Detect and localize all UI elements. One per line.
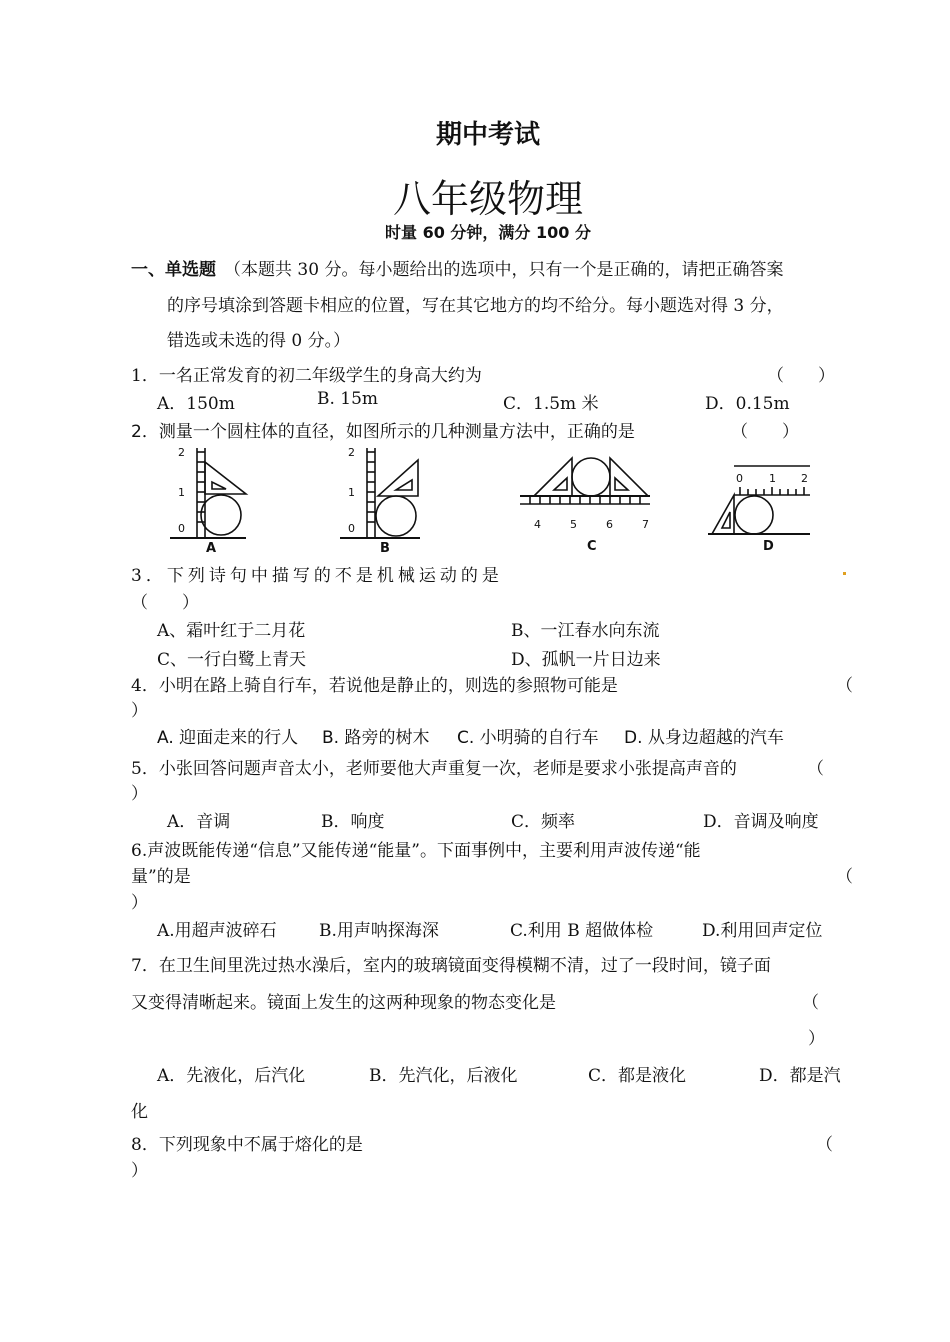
q5-option-c: C．频率 bbox=[511, 812, 576, 832]
fig-a-tick-1: 1 bbox=[178, 486, 185, 499]
fig-b-tick-2: 2 bbox=[348, 446, 355, 459]
fig-d-tick-2: 2 bbox=[801, 472, 808, 485]
q4-paren-close: ） bbox=[131, 701, 148, 721]
q6-stem-line1: 6.声波既能传递“信息”又能传递“能量”。下面事例中，主要利用声波传递“能 bbox=[131, 841, 701, 861]
q6-stem-line2: 量”的是 bbox=[131, 867, 191, 887]
fig-a-tick-2: 2 bbox=[178, 446, 185, 459]
fig-c-tick-5: 5 bbox=[570, 518, 577, 531]
q3-option-d: D、孤帆一片日边来 bbox=[511, 650, 661, 670]
fig-a-tick-0: 0 bbox=[178, 522, 185, 535]
q6-paren-close: ） bbox=[131, 893, 148, 913]
q1-stem: 1．一名正常发育的初二年级学生的身高大约为 bbox=[131, 366, 482, 386]
q7-paren-open: （ bbox=[802, 993, 819, 1013]
fig-label-d: D bbox=[763, 539, 774, 554]
q8-stem: 8．下列现象中不属于熔化的是 bbox=[131, 1135, 363, 1155]
figure-c bbox=[520, 458, 650, 504]
q1-option-b: B. 15m bbox=[317, 389, 379, 409]
fig-d-tick-0: 0 bbox=[736, 472, 743, 485]
q1-option-d: D．0.15m bbox=[705, 394, 790, 414]
section-label: 一、单选题 bbox=[131, 260, 216, 280]
exam-title: 期中考试 bbox=[435, 120, 540, 150]
section-instruction-1: （本题共 30 分。每小题给出的选项中，只有一个是正确的，请把正确答案 bbox=[224, 260, 784, 280]
q3-option-b: B、一江春水向东流 bbox=[511, 621, 660, 641]
q4-option-d: D. 从身边超越的汽车 bbox=[624, 728, 784, 748]
q8-paren-close: ） bbox=[131, 1161, 148, 1181]
q5-stem: 5．小张回答问题声音太小，老师要他大声重复一次，老师是要求小张提高声音的 bbox=[131, 759, 737, 779]
fig-c-tick-4: 4 bbox=[534, 518, 541, 531]
q6-option-a: A.用超声波碎石 bbox=[157, 921, 277, 941]
stray-dot bbox=[843, 572, 846, 575]
fig-b-tick-1: 1 bbox=[348, 486, 355, 499]
q7-paren-close: ） bbox=[808, 1029, 825, 1049]
q6-option-c: C.利用 B 超做体检 bbox=[510, 921, 654, 941]
q5-option-d: D．音调及响度 bbox=[703, 812, 819, 832]
section-instruction-2: 的序号填涂到答题卡相应的位置，写在其它地方的均不给分。每小题选对得 3 分， bbox=[167, 296, 784, 316]
q6-option-b: B.用声呐探海深 bbox=[319, 921, 439, 941]
q4-paren-open: （ bbox=[836, 676, 853, 696]
q7-option-b: B．先汽化，后液化 bbox=[369, 1066, 518, 1086]
q3-option-a: A、霜叶红于二月花 bbox=[157, 621, 306, 641]
q7-stem-line1: 7．在卫生间里洗过热水澡后，室内的玻璃镜面变得模糊不清，过了一段时间，镜子面 bbox=[131, 956, 771, 976]
q4-stem: 4．小明在路上骑自行车，若说他是静止的，则选的参照物可能是 bbox=[131, 676, 618, 696]
q2-figure bbox=[160, 440, 820, 555]
fig-c-tick-7: 7 bbox=[642, 518, 649, 531]
fig-label-b: B bbox=[380, 541, 390, 555]
q2-answer-paren: （ ） bbox=[731, 422, 799, 442]
q4-option-c: C. 小明骑的自行车 bbox=[457, 728, 599, 748]
q4-option-b: B. 路旁的树木 bbox=[322, 728, 430, 748]
q1-option-c: C．1.5m 米 bbox=[503, 394, 599, 414]
time-info: 时量 60 分钟，满分 100 分 bbox=[385, 223, 591, 242]
fig-label-a: A bbox=[206, 541, 217, 555]
subject-title: 八年级物理 bbox=[392, 177, 583, 221]
figure-d bbox=[708, 466, 810, 534]
q7-option-a: A．先液化，后汽化 bbox=[157, 1066, 306, 1086]
section-instruction-3: 错选或未选的得 0 分。） bbox=[167, 331, 351, 351]
q3-option-c: C、一行白鹭上青天 bbox=[157, 650, 307, 670]
q5-option-a: A．音调 bbox=[167, 812, 231, 832]
q7-stem-line2: 又变得清晰起来。镜面上发生的这两种现象的物态变化是 bbox=[131, 993, 556, 1013]
q3-answer-paren: （ ） bbox=[131, 593, 199, 613]
q7-option-d-wrap: 化 bbox=[131, 1102, 148, 1122]
q1-answer-paren: （ ） bbox=[767, 366, 835, 386]
q3-stem: 3．下列诗句中描写的不是机械运动的是 bbox=[131, 566, 503, 586]
fig-b-tick-0: 0 bbox=[348, 522, 355, 535]
q7-option-d: D．都是汽 bbox=[759, 1066, 841, 1086]
q5-paren-close: ） bbox=[131, 784, 148, 804]
q8-paren-open: （ bbox=[816, 1135, 833, 1155]
q7-option-c: C．都是液化 bbox=[588, 1066, 687, 1086]
fig-c-tick-6: 6 bbox=[606, 518, 613, 531]
q4-option-a: A. 迎面走来的行人 bbox=[157, 728, 299, 748]
q5-option-b: B．响度 bbox=[321, 812, 385, 832]
q1-option-a: A．150m bbox=[157, 394, 235, 414]
q5-paren-open: （ bbox=[807, 759, 824, 779]
fig-d-tick-1: 1 bbox=[769, 472, 776, 485]
q2-stem: 2．测量一个圆柱体的直径，如图所示的几种测量方法中，正确的是 bbox=[131, 422, 635, 442]
q6-paren-open: （ bbox=[836, 867, 853, 887]
q6-option-d: D.利用回声定位 bbox=[702, 921, 823, 941]
fig-label-c: C bbox=[587, 539, 597, 554]
